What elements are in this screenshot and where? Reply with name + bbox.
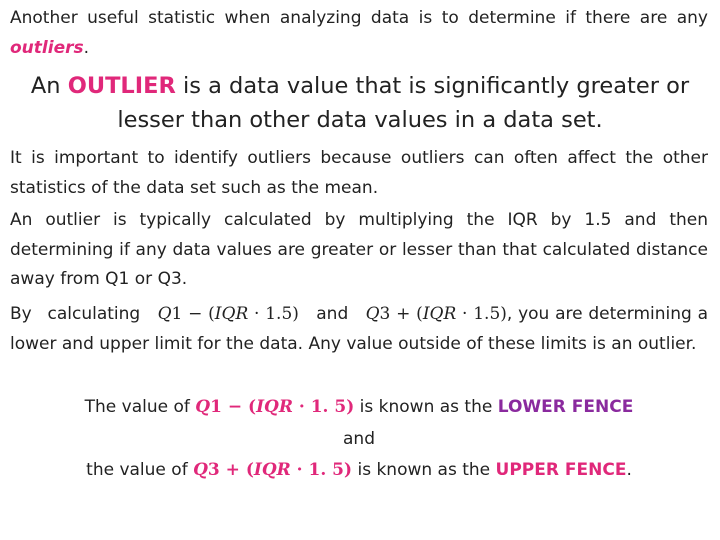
lower-fence-lead: The value of (84, 397, 196, 417)
uf-op: + ( (219, 460, 254, 480)
and-line: and (343, 429, 375, 449)
intro-text: Another useful statistic when analyzing data is to determine if there are any (10, 8, 708, 28)
expr1-factor: · 1.5) (248, 304, 299, 324)
upper-fence-line (10, 456, 708, 486)
importance-paragraph: It is important to identify outliers because outliers can often affect the other statistics of the data set such as the mean. (10, 148, 708, 198)
expr2-factor: · 1.5) (456, 304, 507, 324)
lower-fence-expression (195, 397, 354, 417)
expr2-iqr: IQR (422, 304, 457, 324)
upper-fence-end: . (626, 460, 632, 480)
upper-fence-term: UPPER FENCE (495, 460, 627, 480)
upper-fence-lead: the value of (86, 460, 194, 480)
lower-limit-expression (158, 304, 299, 324)
uf-factor: · 1. 5) (290, 460, 353, 480)
expr2-op: + ( (390, 304, 423, 324)
outliers-highlight: outliers (10, 37, 84, 58)
limits-and: and (316, 304, 349, 324)
outlier-term: OUTLIER (67, 73, 176, 99)
definition-lead: An (30, 73, 68, 99)
expr1-iqr: IQR (214, 304, 249, 324)
lf-q: Q (195, 397, 211, 417)
lower-fence-term: LOWER FENCE (497, 397, 634, 417)
expr1-op: − ( (182, 304, 215, 324)
expr1-num: 1 (171, 304, 183, 324)
outlier-definition (8, 70, 712, 137)
limits-rest: , you are determining a lower and upper limit for the data. Any value outside of these limits is an outlier. (10, 304, 708, 354)
upper-fence-expression (193, 460, 352, 480)
expr2-num: 3 (379, 304, 391, 324)
lower-fence-mid: is known as the (354, 397, 498, 417)
lower-fence-line (10, 393, 708, 423)
definition-text: is a data value that is significantly greater or lesser than other data values in a data set. (117, 73, 690, 133)
expr1-q: Q (157, 304, 172, 324)
intro-end: . (83, 37, 90, 58)
calculation-paragraph: An outlier is typically calculated by multiplying the IQR by 1.5 and then determining if any data values are greater or lesser than that calculated distance away from Q1 or Q3. (10, 210, 708, 289)
uf-iqr: IQR (253, 460, 291, 480)
limits-lead: By calculating (10, 304, 141, 324)
lf-factor: · 1. 5) (292, 397, 355, 417)
intro-paragraph (10, 4, 708, 63)
uf-q: Q (193, 460, 208, 480)
upper-limit-expression (366, 304, 507, 324)
expr2-q: Q (365, 304, 380, 324)
uf-num: 3 (207, 460, 220, 480)
limits-paragraph (10, 300, 708, 359)
lf-op: − ( (221, 397, 257, 417)
lf-iqr: IQR (256, 397, 293, 417)
upper-fence-mid: is known as the (352, 460, 496, 480)
lf-num: 1 (210, 397, 222, 417)
